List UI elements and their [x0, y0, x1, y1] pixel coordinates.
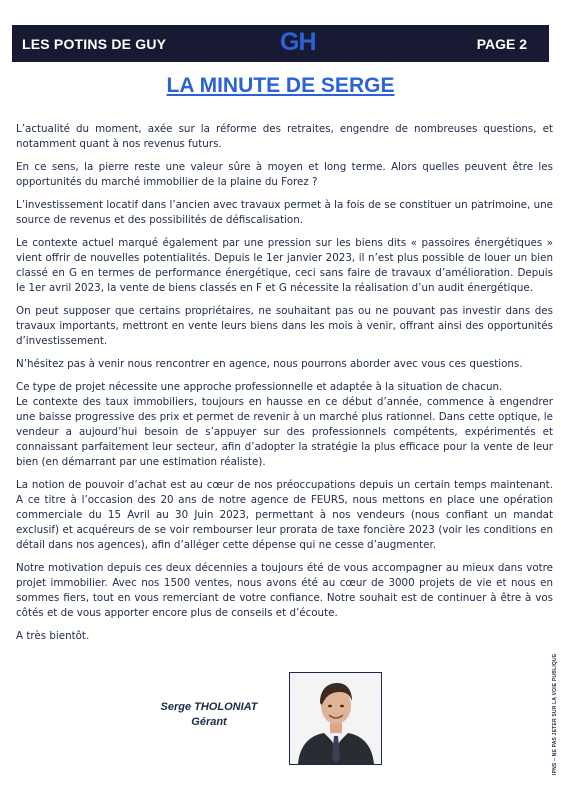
paragraph: On peut supposer que certains propriétaires, ne souhaitant pas ou ne pouvant pas investir dans des travaux importants, mettront en vente leurs biens dans les mois à venir, offrant ainsi des opportunités d’investissement.: [16, 305, 553, 347]
paragraph: La notion de pouvoir d’achat est au cœur de nos préoccupations depuis un certain temps maintenant. A ce titre à l’occasion des 20 ans de notre agence de FEURS, nous mettons en place une opération commerciale du 15 Avril au 30 Juin 2023, permettant à nos vendeurs (nous confiant un mandat exclusif) et acquéreurs de se voir rembourser leur prorata de taxe foncière 2023 (voir les conditions en détail dans nos agences), afin d’alléger cette dépense qui ne cesse d’augmenter.: [16, 479, 553, 551]
page-header: [12, 25, 549, 62]
signature: [150, 700, 268, 730]
newsletter-title: LES POTINS DE GUY: [22, 36, 167, 52]
paragraph: N’hésitez pas à venir nous rencontrer en agence, nous pourrons aborder avec vous ces questions.: [16, 358, 523, 370]
portrait-illustration: [290, 673, 381, 764]
signature-name: Serge THOLONIAT: [160, 701, 258, 713]
paragraph: En ce sens, la pierre reste une valeur sûre à moyen et long terme. Alors quelles peuvent être les opportunités du marché immobilier de la plaine du Forez ?: [16, 161, 553, 188]
article-body: [16, 122, 553, 652]
signature-role: Gérant: [191, 716, 227, 728]
paragraph: L’actualité du moment, axée sur la réforme des retraites, engendre de nombreuses questions, et notamment quant à nos revenus futurs.: [16, 123, 553, 150]
author-portrait-photo: [289, 672, 382, 765]
paragraph: Ce type de projet nécessite une approche professionnelle et adaptée à la situation de chacun.: [16, 381, 503, 393]
page-number: PAGE 2: [476, 36, 527, 52]
paragraph: Le contexte des taux immobiliers, toujours en hausse en ce début d’année, commence à engendrer une baisse progressive des prix et permet de revenir à un marché plus rationnel. Dans cette optique, le vendeur a aujourd’hui besoin de s’appuyer sur des professionnels compétents, expérimentés et connaissant parfaitement leur secteur, afin d’adopter la stratégie la plus efficace pour la vente de leur bien (en démarrant par une estimation réaliste).: [16, 396, 553, 468]
gh-logo: GH: [280, 28, 316, 56]
legal-side-note: IPNS – NE PAS JETER SUR LA VOIE PUBLIQUE: [552, 653, 558, 775]
paragraph: Notre motivation depuis ces deux décennies a toujours été de vous accompagner au mieux dans votre projet immobilier. Avec nos 1500 ventes, nous avons été au cœur de 3000 projets de vie et nous en sommes fiers, tout en vous remerciant de votre confiance. Notre souhait est de continuer à être à vos côtés et de vous apporter encore plus de conseils et d’écoute.: [16, 562, 553, 619]
paragraph: L’investissement locatif dans l’ancien avec travaux permet à la fois de se constituer un patrimoine, une source de revenus et des possibilités de défiscalisation.: [16, 199, 553, 226]
paragraph: Le contexte actuel marqué également par une pression sur les biens dits « passoires énergétiques » vient offrir de nouvelles potentialités. Depuis le 1er janvier 2023, il n’est plus possible de louer un bien classé en G en termes de performance énergétique, ceci sans faire de travaux d’amélioration. Depuis le 1er avril 2023, la vente de biens classés en F et G nécessite la réalisation d’un audit énergétique.: [16, 237, 553, 294]
paragraph: A très bientôt.: [16, 630, 90, 642]
article-title: LA MINUTE DE SERGE: [166, 74, 395, 97]
